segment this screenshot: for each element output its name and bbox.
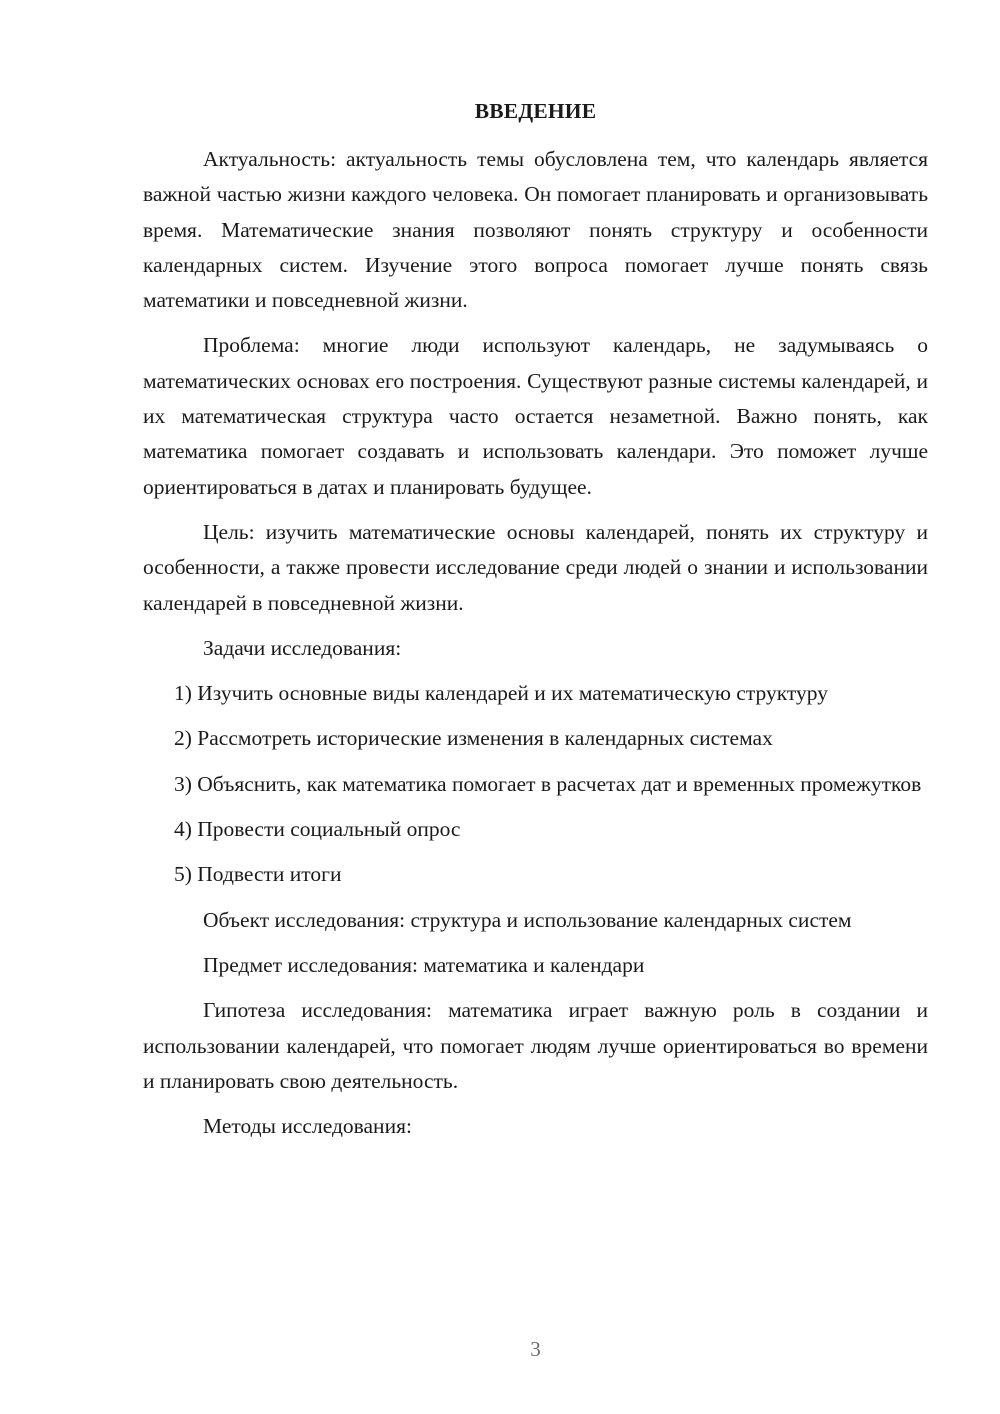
document-page <box>143 0 928 1414</box>
document-body <box>143 142 928 1154</box>
task-item: 3) Объяснить, как математика помогает в расчетах дат и временных промежутков <box>174 771 922 796</box>
task-item: 5) Подвести итоги <box>174 862 342 887</box>
task-item: 2) Рассмотреть исторические изменения в календарных системах <box>174 726 773 751</box>
subject-paragraph: Предмет исследования: математика и календари <box>203 952 645 977</box>
hypothesis-paragraph: Гипотеза исследования: математика играет важную роль в создании и использовании календарей, что помогает людям лучше ориентироваться во времени и планировать свою деятельность. <box>143 998 928 1093</box>
goal-paragraph: Цель: изучить математические основы календарей, понять их структуру и особенности, а также провести исследование среди людей о знании и использовании календарей в повседневной жизни. <box>143 519 928 615</box>
task-item: 1) Изучить основные виды календарей и их математическую структуру <box>174 681 828 706</box>
object-paragraph: Объект исследования: структура и использование календарных систем <box>203 907 852 932</box>
tasks-heading: Задачи исследования: <box>203 635 402 660</box>
problem-paragraph: Проблема: многие люди используют календарь, не задумываясь о математических основах его построения. Существуют разные системы календарей, и их математическая структура часто остается незаметной. Важно понять, как математика помогает создавать и использовать календари. Это поможет лучше ориентироваться в датах и планировать будущее. <box>143 333 928 499</box>
relevance-paragraph: Актуальность: актуальность темы обусловлена тем, что календарь является важной частью жизни каждого человека. Он помогает планировать и организовывать время. Математические знания позволяют понять структуру и особенности календарных систем. Изучение этого вопроса помогает лучше понять связь математики и повседневной жизни. <box>143 147 928 313</box>
section-title: ВВЕДЕНИЕ <box>474 99 597 123</box>
methods-heading: Методы исследования: <box>203 1114 412 1139</box>
task-item: 4) Провести социальный опрос <box>174 817 461 842</box>
page-number: 3 <box>530 1337 541 1361</box>
